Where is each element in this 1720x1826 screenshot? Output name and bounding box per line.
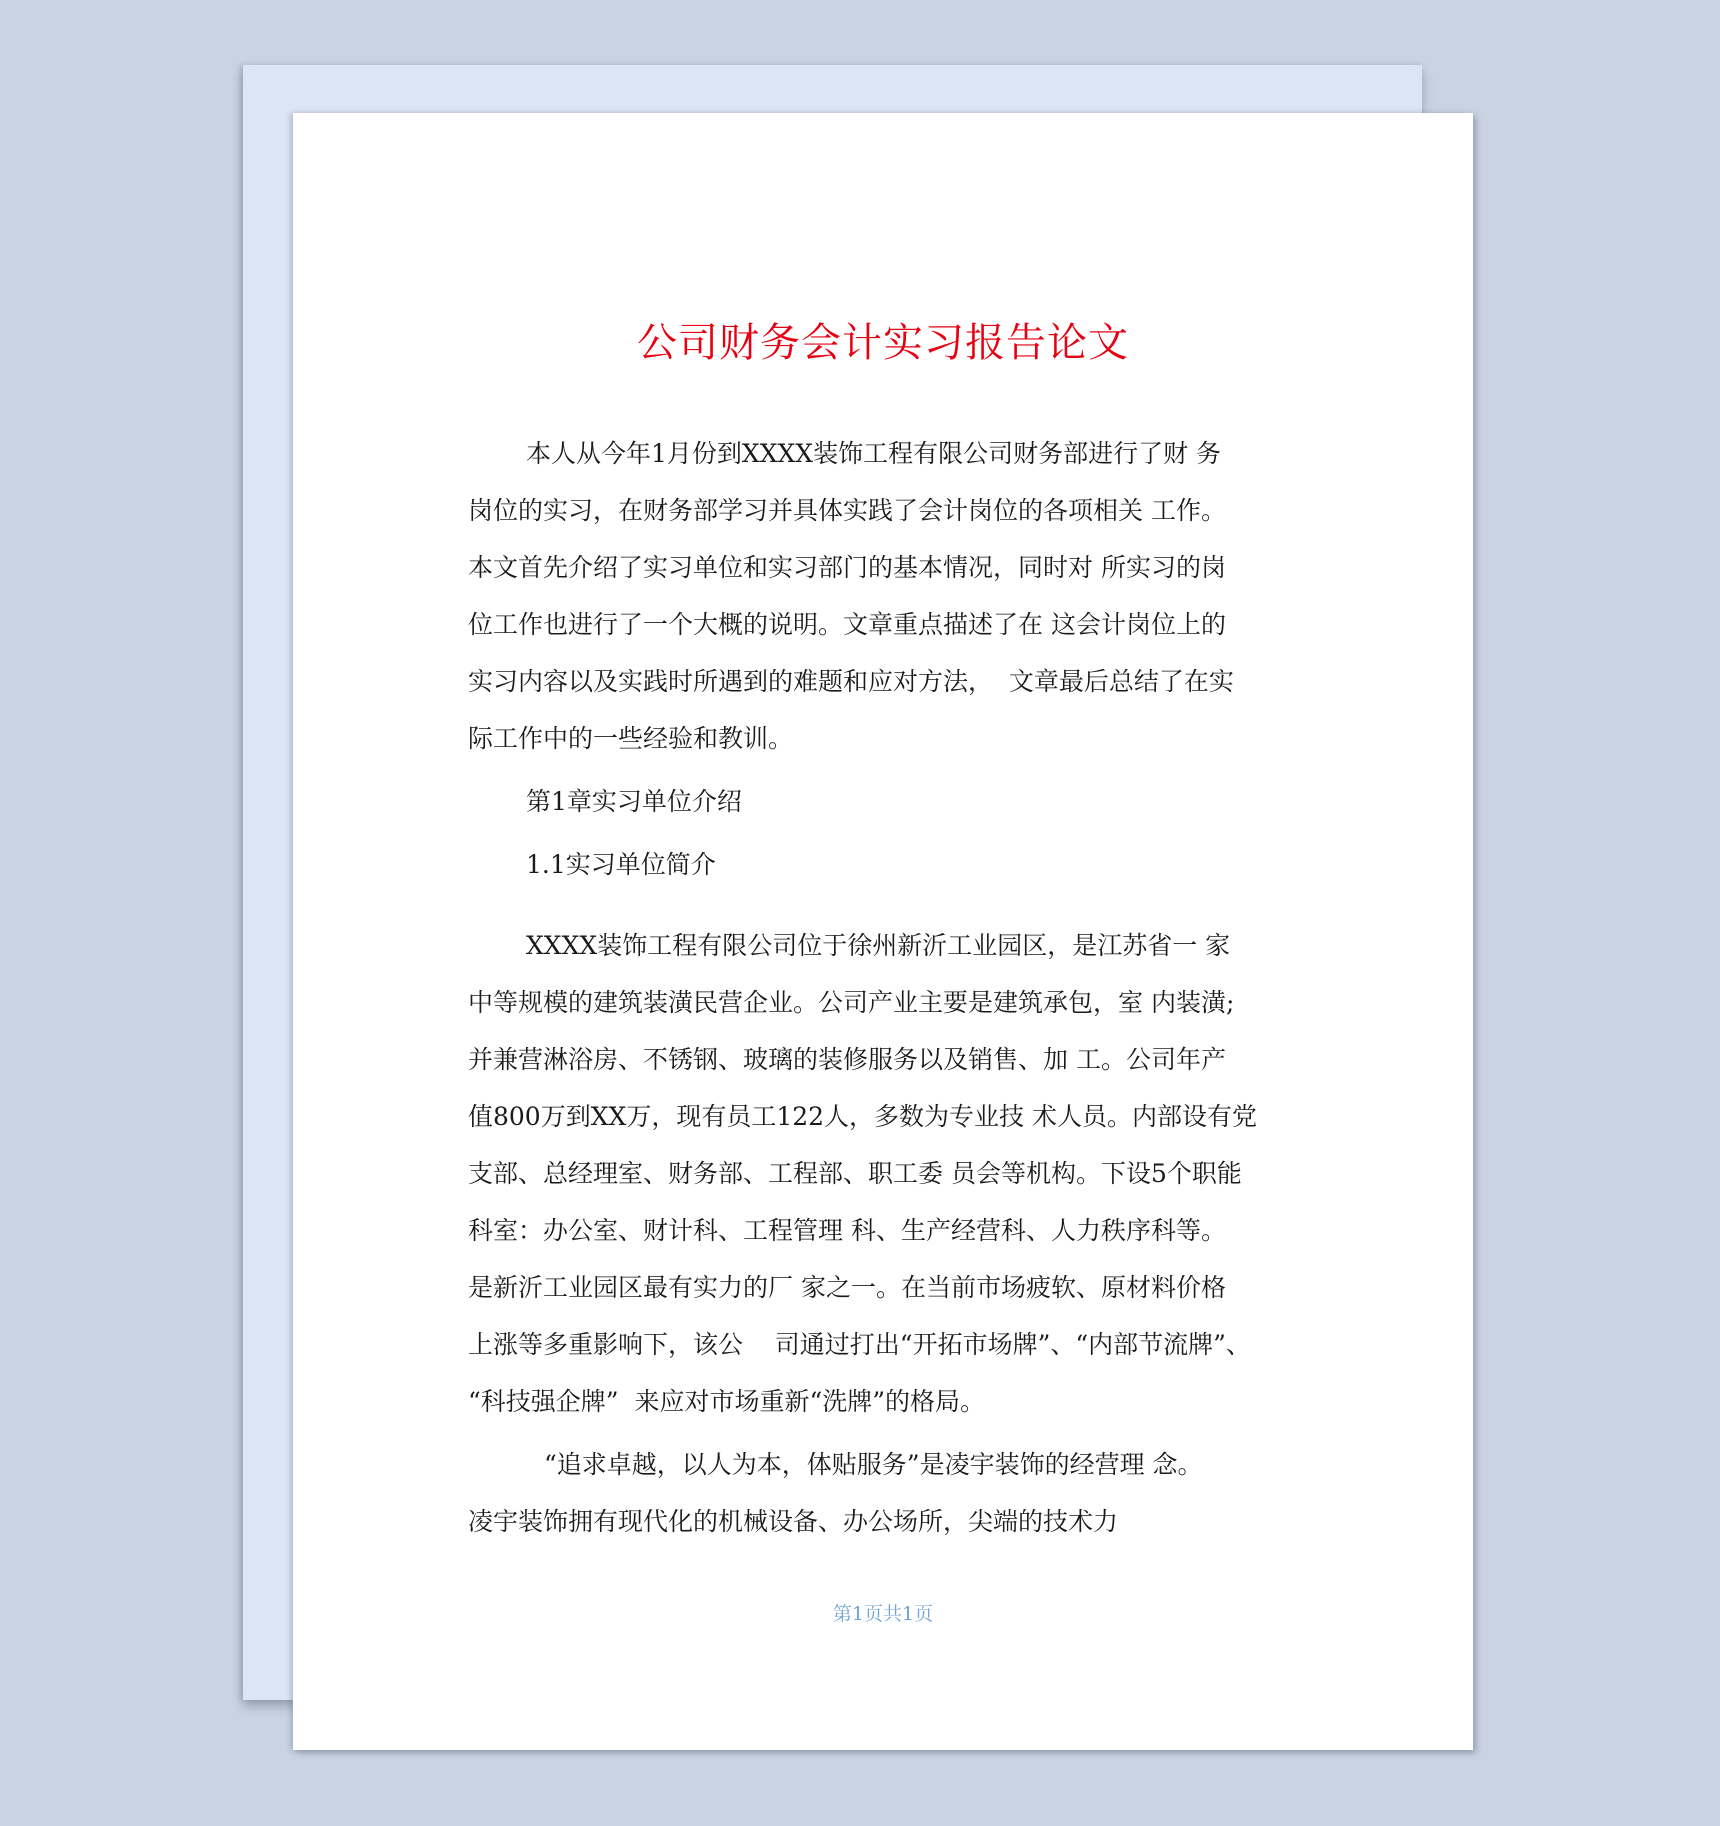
text-line: 实习内容以及实践时所遇到的难题和应对方法， 文章最后总结了在实 [468, 667, 1234, 696]
text-line: 本人从今年1月份到XXXX装饰工程有限公司财务部进行了财 务 [526, 439, 1222, 468]
section-heading: 1.1实习单位简介 [526, 850, 716, 879]
text-line: 凌宇装饰拥有现代化的机械设备、办公场所，尖端的技术力 [468, 1507, 1119, 1536]
chapter-heading: 第1章实习单位介绍 [526, 787, 742, 816]
text-line: 科室：办公室、财计科、工程管理 科、生产经营科、人力秩序科等。 [468, 1216, 1226, 1245]
text-line: 位工作也进行了一个大概的说明。文章重点描述了在 这会计岗位上的 [468, 610, 1226, 639]
text-line: “追求卓越，以人为本，体贴服务”是凌宇装饰的经营理 念。 [544, 1450, 1203, 1479]
text-line: 并兼营淋浴房、不锈钢、玻璃的装修服务以及销售、加 工。公司年产 [468, 1045, 1226, 1074]
document-page [293, 113, 1473, 1750]
text-line: XXXX装饰工程有限公司位于徐州新沂工业园区，是江苏省一 家 [526, 931, 1231, 960]
text-line: 本文首先介绍了实习单位和实习部门的基本情况，同时对 所实习的岗 [468, 553, 1226, 582]
text-line: 中等规模的建筑装潢民营企业。公司产业主要是建筑承包，室 内装潢; [468, 988, 1235, 1017]
abstract-paragraph [468, 425, 1338, 767]
text-line: 是新沂工业园区最有实力的厂 家之一。在当前市场疲软、原材料价格 [468, 1273, 1226, 1302]
text-line: 际工作中的一些经验和教训。 [468, 724, 794, 753]
page-number-footer: 第1页共1页 [832, 1603, 934, 1625]
document-title: 公司财务会计实习报告论文 [637, 320, 1129, 366]
intro-paragraph [468, 917, 1338, 1430]
text-line: 支部、总经理室、财务部、工程部、职工委 员会等机构。下设5个职能 [468, 1159, 1242, 1188]
text-line: 上涨等多重影响下，该公 司通过打出“开拓市场牌”、“内部节流牌”、 [468, 1330, 1251, 1359]
document-body [468, 425, 1338, 1550]
philosophy-paragraph [468, 1436, 1338, 1550]
text-line: 值800万到XX万，现有员工122人，多数为专业技 术人员。内部设有党 [468, 1102, 1257, 1131]
text-line: “科技强企牌” 来应对市场重新“洗牌”的格局。 [468, 1387, 986, 1416]
text-line: 岗位的实习，在财务部学习并具体实践了会计岗位的各项相关 工作。 [468, 496, 1226, 525]
